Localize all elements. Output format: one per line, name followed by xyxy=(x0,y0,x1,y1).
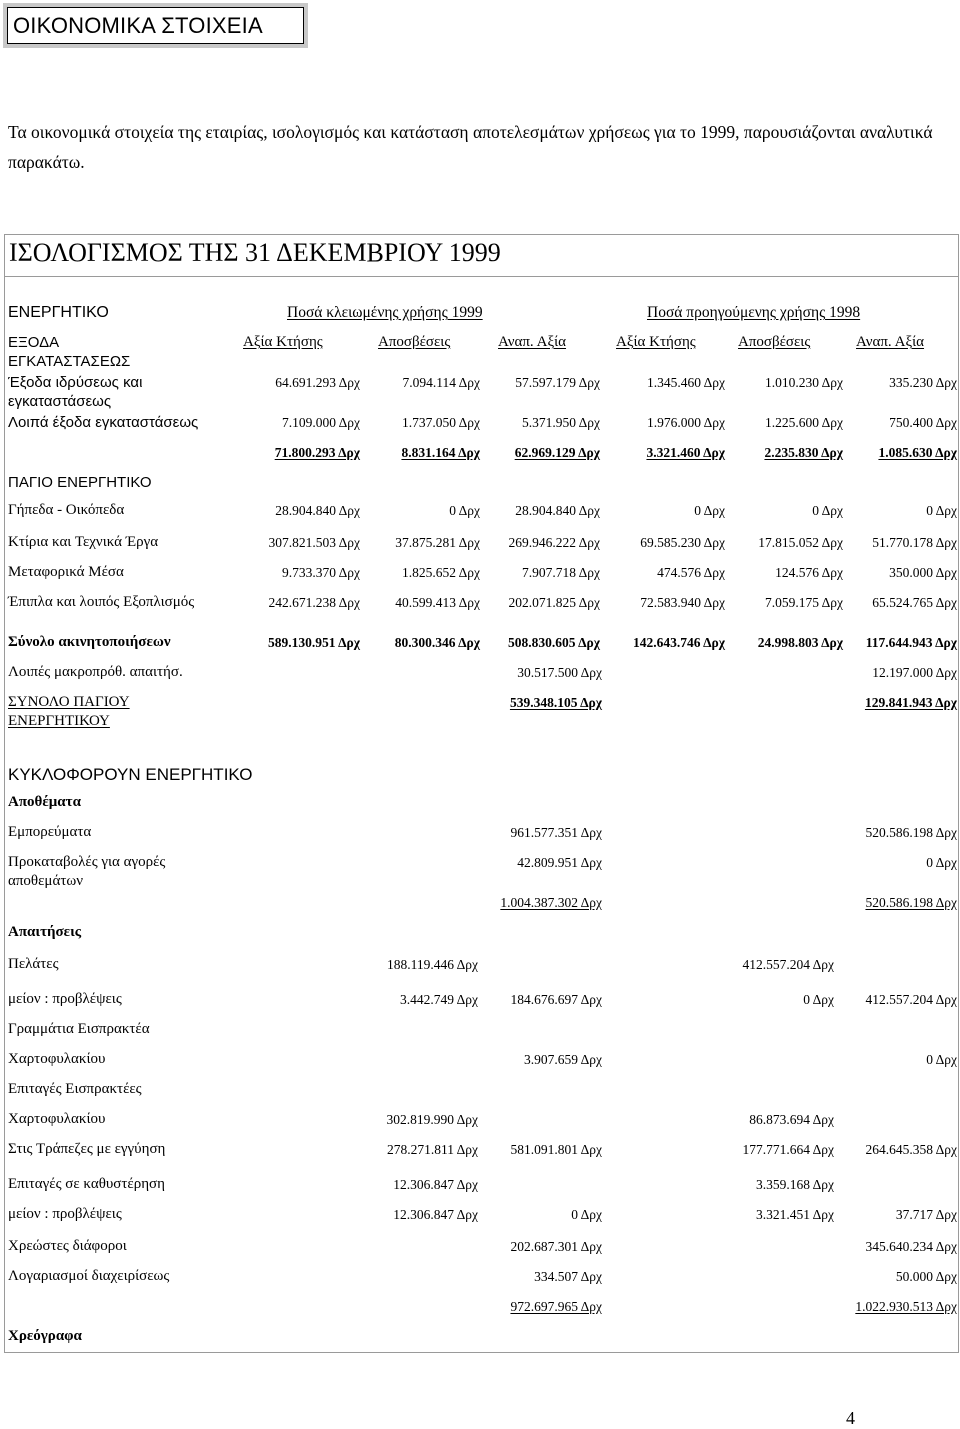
cell-ktiria-2: 37.875.281 Δρχ xyxy=(395,535,480,550)
row-label-synolo-pagiou: ΣΥΝΟΛΟ ΠΑΓΙΟΥ ΕΝΕΡΓΗΤΙΚΟΥ xyxy=(8,694,130,729)
cell-loipa-exoda-6: 750.400 Δρχ xyxy=(889,415,957,430)
balance-sheet-title: ΙΣΟΛΟΓΙΣΜΟΣ ΤΗΣ 31 ΔΕΚΕΜΒΡΙΟΥ 1999 xyxy=(4,234,959,276)
row-label-makroprothesmes: Λοιπές μακροπρόθ. απαιτήσ. xyxy=(8,664,183,680)
cell-ktiria-4: 69.585.230 Δρχ xyxy=(640,535,725,550)
cell-metaforika-5: 124.576 Δρχ xyxy=(775,565,843,580)
cell-exoda-idryseos-5: 1.010.230 Δρχ xyxy=(764,375,843,390)
cell-trapezes-p2: 177.771.664 Δρχ xyxy=(742,1142,834,1157)
cell-exoda-total-4: 3.321.460 Δρχ xyxy=(646,445,725,460)
cell-makroprothesmes-a: 30.517.500 Δρχ xyxy=(517,665,602,680)
cell-exoda-idryseos-6: 335.230 Δρχ xyxy=(889,375,957,390)
cell-prokatavoles-b: 0 Δρχ xyxy=(926,855,957,870)
row-label-apothemata: Αποθέματα xyxy=(8,794,81,810)
cell-meion-provlepseis-1-a: 184.676.697 Δρχ xyxy=(510,992,602,1007)
cell-xartofylakiou-1-b: 0 Δρχ xyxy=(926,1052,957,1067)
cell-akinitopoiiseis-1: 589.130.951 Δρχ xyxy=(267,635,360,650)
cell-ktiria-5: 17.815.052 Δρχ xyxy=(758,535,843,550)
row-label-exoda-idryseos: Έξοδα ιδρύσεως και εγκαταστάσεως xyxy=(8,374,143,410)
cell-exoda-idryseos-4: 1.345.460 Δρχ xyxy=(646,375,725,390)
row-label-akinitopoiiseis: Σύνολο ακινητοποιήσεων xyxy=(8,634,171,650)
cell-exoda-total-5: 2.235.830 Δρχ xyxy=(764,445,843,460)
row-label-xreostes: Χρεώστες διάφοροι xyxy=(8,1238,127,1254)
header-year-1998: Ποσά προηγούμενης χρήσης 1998 xyxy=(647,304,861,321)
col-cost-1998: Αξία Κτήσης xyxy=(616,334,696,350)
row-label-ktiria: Κτίρια και Τεχνικά Έργα xyxy=(8,534,159,550)
cell-akinitopoiiseis-2: 80.300.346 Δρχ xyxy=(394,635,480,650)
cell-gipeda-4: 0 Δρχ xyxy=(694,503,725,518)
cell-xartofylakiou-2-p1: 302.819.990 Δρχ xyxy=(386,1112,478,1127)
cell-exoda-total-1: 71.800.293 Δρχ xyxy=(274,445,360,460)
row-label-epitages: Επιταγές Εισπρακτέες xyxy=(8,1081,142,1097)
cell-loipa-exoda-1: 7.109.000 Δρχ xyxy=(281,415,360,430)
cell-trapezes-p1: 278.271.811 Δρχ xyxy=(386,1142,478,1157)
row-label-pelates: Πελάτες xyxy=(8,956,59,972)
cell-epipla-6: 65.524.765 Δρχ xyxy=(872,595,957,610)
cell-exoda-total-3: 62.969.129 Δρχ xyxy=(514,445,600,460)
row-label-meion-provlepseis-1: μείον : προβλέψεις xyxy=(8,991,122,1007)
cell-meion-provlepseis-2-a: 0 Δρχ xyxy=(571,1207,602,1222)
cell-loipa-exoda-5: 1.225.600 Δρχ xyxy=(764,415,843,430)
row-label-apaitiseis: Απαιτήσεις xyxy=(8,924,82,940)
row-label-kathysterisi: Επιταγές σε καθυστέρηση xyxy=(8,1176,165,1192)
row-label-metaforika: Μεταφορικά Μέσα xyxy=(8,564,124,580)
cell-epipla-3: 202.071.825 Δρχ xyxy=(508,595,600,610)
cell-loipa-exoda-2: 1.737.050 Δρχ xyxy=(401,415,480,430)
assets-heading: ΕΝΕΡΓΗΤΙΚΟ xyxy=(8,304,109,321)
col-cost-1999: Αξία Κτήσης xyxy=(243,334,323,350)
cell-apaitiseis-total-a: 972.697.965 Δρχ xyxy=(510,1299,602,1314)
cell-epipla-4: 72.583.940 Δρχ xyxy=(640,595,725,610)
cell-apaitiseis-total-b: 1.022.930.513 Δρχ xyxy=(855,1299,957,1314)
row-label-xartofylakiou-1: Χαρτοφυλακίου xyxy=(8,1051,106,1067)
cell-xartofylakiou-2-p2: 86.873.694 Δρχ xyxy=(749,1112,834,1127)
cell-pelates-p1: 188.119.446 Δρχ xyxy=(386,957,478,972)
cell-gipeda-6: 0 Δρχ xyxy=(926,503,957,518)
cell-loipa-exoda-3: 5.371.950 Δρχ xyxy=(521,415,600,430)
cell-trapezes-a: 581.091.801 Δρχ xyxy=(510,1142,602,1157)
cell-meion-provlepseis-1-p1: 3.442.749 Δρχ xyxy=(399,992,478,1007)
row-label-pagio: ΠΑΓΙΟ ΕΝΕΡΓΗΤΙΚΟ xyxy=(8,474,152,491)
cell-prokatavoles-a: 42.809.951 Δρχ xyxy=(517,855,602,870)
cell-metaforika-2: 1.825.652 Δρχ xyxy=(401,565,480,580)
row-label-prokatavoles: Προκαταβολές για αγορές αποθεμάτων xyxy=(8,854,166,889)
row-label-exoda: ΕΞΟΔΑ ΕΓΚΑΤΑΣΤΑΣΕΩΣ xyxy=(8,334,131,370)
cell-makroprothesmes-b: 12.197.000 Δρχ xyxy=(872,665,957,680)
cell-xreostes-b: 345.640.234 Δρχ xyxy=(865,1239,957,1254)
row-label-trapezes: Στις Τράπεζες με εγγύηση xyxy=(8,1141,166,1157)
row-label-gipeda: Γήπεδα - Οικόπεδα xyxy=(8,502,125,518)
row-label-xartofylakiou-2: Χαρτοφυλακίου xyxy=(8,1111,106,1127)
cell-apothemata-total-a: 1.004.387.302 Δρχ xyxy=(500,895,602,910)
col-net-1998: Αναπ. Αξία xyxy=(856,334,925,350)
col-depr-1998: Αποσβέσεις xyxy=(738,334,811,350)
header-year-1999: Ποσά κλειωμένης χρήσης 1999 xyxy=(287,304,483,321)
cell-akinitopoiiseis-4: 142.643.746 Δρχ xyxy=(632,635,725,650)
cell-gipeda-1: 28.904.840 Δρχ xyxy=(275,503,360,518)
cell-kathysterisi-p1: 12.306.847 Δρχ xyxy=(393,1177,478,1192)
cell-meion-provlepseis-2-p2: 3.321.451 Δρχ xyxy=(755,1207,834,1222)
cell-epipla-2: 40.599.413 Δρχ xyxy=(395,595,480,610)
cell-meion-provlepseis-1-b: 412.557.204 Δρχ xyxy=(865,992,957,1007)
cell-exoda-total-6: 1.085.630 Δρχ xyxy=(878,445,957,460)
cell-akinitopoiiseis-5: 24.998.803 Δρχ xyxy=(757,635,843,650)
row-label-kykloforoun: ΚΥΚΛΟΦΟΡΟΥΝ ΕΝΕΡΓΗΤΙΚΟ xyxy=(8,765,253,784)
row-label-grammatia: Γραμμάτια Εισπρακτέα xyxy=(8,1021,150,1037)
col-net-1999: Αναπ. Αξία xyxy=(498,334,567,350)
cell-meion-provlepseis-1-p2: 0 Δρχ xyxy=(803,992,834,1007)
cell-epipla-5: 7.059.175 Δρχ xyxy=(764,595,843,610)
cell-epipla-1: 242.671.238 Δρχ xyxy=(268,595,360,610)
cell-metaforika-1: 9.733.370 Δρχ xyxy=(281,565,360,580)
cell-gipeda-5: 0 Δρχ xyxy=(812,503,843,518)
cell-ktiria-6: 51.770.178 Δρχ xyxy=(872,535,957,550)
cell-kathysterisi-p2: 3.359.168 Δρχ xyxy=(755,1177,834,1192)
row-label-emporeumata: Εμπορεύματα xyxy=(8,824,92,840)
cell-gipeda-2: 0 Δρχ xyxy=(449,503,480,518)
row-label-meion-provlepseis-2: μείον : προβλέψεις xyxy=(8,1206,122,1222)
cell-gipeda-3: 28.904.840 Δρχ xyxy=(515,503,600,518)
cell-emporeumata-b: 520.586.198 Δρχ xyxy=(865,825,957,840)
cell-pelates-p2: 412.557.204 Δρχ xyxy=(742,957,834,972)
cell-ktiria-3: 269.946.222 Δρχ xyxy=(508,535,600,550)
cell-metaforika-3: 7.907.718 Δρχ xyxy=(521,565,600,580)
cell-metaforika-6: 350.000 Δρχ xyxy=(889,565,957,580)
intro-paragraph: Τα οικονομικά στοιχεία της εταιρίας, ισολογισμός και κατάσταση αποτελεσμάτων χρήσεως για το 1999, παρουσιάζονται αναλυτικά παρακάτω. xyxy=(8,122,933,172)
cell-emporeumata-a: 961.577.351 Δρχ xyxy=(510,825,602,840)
cell-apothemata-total-b: 520.586.198 Δρχ xyxy=(865,895,957,910)
cell-exoda-idryseos-1: 64.691.293 Δρχ xyxy=(275,375,360,390)
cell-exoda-total-2: 8.831.164 Δρχ xyxy=(401,445,480,460)
col-depr-1999: Αποσβέσεις xyxy=(378,334,451,350)
cell-trapezes-b: 264.645.358 Δρχ xyxy=(865,1142,957,1157)
section-title: ΟΙΚΟΝΟΜΙΚΑ ΣΤΟΙΧΕΙΑ xyxy=(7,7,304,44)
cell-exoda-idryseos-2: 7.094.114 Δρχ xyxy=(402,375,480,390)
cell-ktiria-1: 307.821.503 Δρχ xyxy=(268,535,360,550)
cell-akinitopoiiseis-3: 508.830.605 Δρχ xyxy=(507,635,600,650)
cell-meion-provlepseis-2-p1: 12.306.847 Δρχ xyxy=(393,1207,478,1222)
cell-exoda-idryseos-3: 57.597.179 Δρχ xyxy=(515,375,600,390)
row-label-epipla: Έπιπλα και λοιπός Εξοπλισμός xyxy=(8,594,195,610)
cell-akinitopoiiseis-6: 117.644.943 Δρχ xyxy=(865,635,957,650)
cell-xreostes-a: 202.687.301 Δρχ xyxy=(510,1239,602,1254)
cell-meion-provlepseis-2-b: 37.717 Δρχ xyxy=(895,1207,957,1222)
row-label-xreografa: Χρεόγραφα xyxy=(8,1328,82,1344)
page-number: 4 xyxy=(846,1408,855,1428)
cell-synolo-pagiou-a: 539.348.105 Δρχ xyxy=(509,695,602,710)
row-label-logariasmoi: Λογαριασμοί διαχειρίσεως xyxy=(8,1268,170,1284)
cell-logariasmoi-b: 50.000 Δρχ xyxy=(895,1269,957,1284)
cell-xartofylakiou-1-a: 3.907.659 Δρχ xyxy=(523,1052,602,1067)
cell-loipa-exoda-4: 1.976.000 Δρχ xyxy=(646,415,725,430)
cell-synolo-pagiou-b: 129.841.943 Δρχ xyxy=(864,695,957,710)
cell-metaforika-4: 474.576 Δρχ xyxy=(657,565,725,580)
row-label-loipa-exoda: Λοιπά έξοδα εγκαταστάσεως xyxy=(8,414,199,431)
cell-logariasmoi-a: 334.507 Δρχ xyxy=(534,1269,602,1284)
